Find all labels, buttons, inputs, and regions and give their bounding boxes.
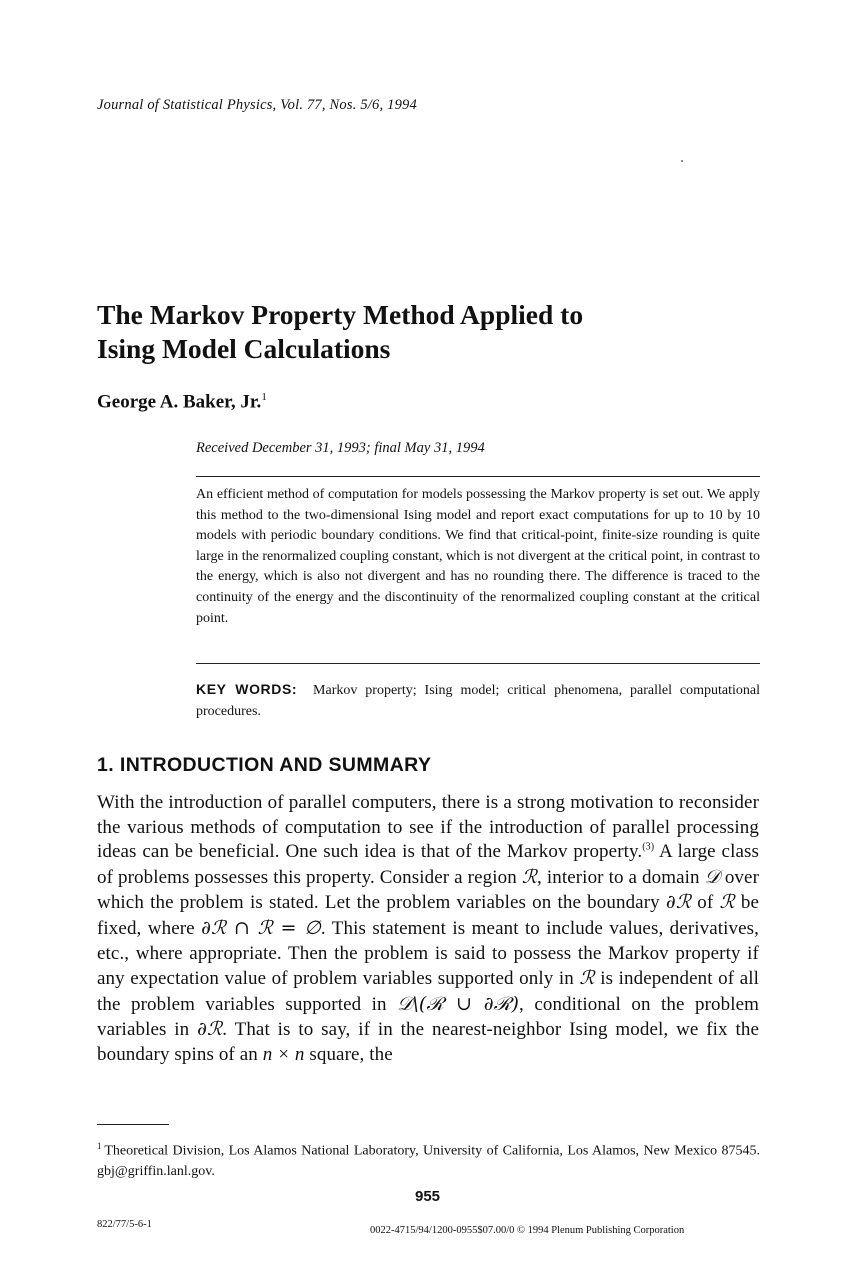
title-line-1: The Markov Property Method Applied to: [97, 299, 584, 330]
author-footnote-mark: 1: [261, 391, 267, 403]
text-run: , interior to a domain: [537, 866, 705, 888]
text-run: be fixed, where: [97, 892, 759, 939]
symbol-region: ℛ: [521, 865, 538, 888]
abstract-bottom-rule: [196, 663, 760, 664]
symbol-boundary: ∂ℛ: [665, 891, 692, 914]
scan-speck: [681, 160, 683, 162]
footnote: [97, 1136, 760, 1182]
text-run: square, the: [304, 1043, 393, 1065]
symbol-complement: 𝒟\(ℛ ∪ ∂ℛ): [397, 992, 520, 1015]
paper-title: [97, 298, 737, 366]
text-run: , conditional on the problem variables in: [97, 993, 759, 1041]
footnote-mark: 1: [97, 1141, 102, 1151]
author-name: [97, 391, 267, 413]
text-run: of: [691, 892, 720, 914]
text-run: With the introduction of parallel computers, there is a strong motivation to reconsider the various methods of computation to see if the introduction of parallel processing ideas can be beneficial. One such idea is that of the Markov property.: [97, 792, 759, 863]
abstract-top-rule: [196, 476, 760, 477]
symbol-region: ℛ: [719, 891, 735, 914]
title-line-2: Ising Model Calculations: [97, 333, 391, 364]
symbol-nxn: n × n: [262, 1043, 305, 1065]
text-run: A large class of problems possesses this property. Consider a region: [97, 841, 759, 888]
text-run: . This statement is meant to include values, derivatives, etc., where appropriate. Then the problem is said to possess the Markov property if any expectation value of problem variables supported only in: [97, 917, 759, 990]
text-run: . That is to say, if in the nearest-neighbor Ising model, we fix the boundary spins of an: [97, 1019, 759, 1065]
abstract: An efficient method of computation for models possessing the Markov property is set out. We apply this method to the two-dimensional Ising model and report exact computations for up to 10 by 10 models with periodic boundary conditions. We find that critical-point, finite-size rounding is quite large in the renormalized coupling constant, which is not divergent at the critical point, in contrast to the energy, which is also not divergent and has no rounding there. The difference is traced to the continuity of the energy and the discontinuity of the renormalized coupling constant at the critical point.: [196, 487, 760, 626]
received-date: Received December 31, 1993; final May 31, 1994: [196, 440, 485, 456]
body-paragraph: [97, 791, 759, 1068]
footer-code: 822/77/5-6-1: [97, 1219, 152, 1230]
symbol-region: ℛ: [579, 967, 595, 990]
citation: (3): [642, 841, 655, 853]
symbol-domain: 𝒟: [704, 865, 720, 888]
keywords-text: Markov property; Ising model; critical phenomena, parallel computational procedures.: [196, 683, 761, 719]
page-number: 955: [414, 1188, 441, 1205]
text-run: over which the problem is stated. Let the problem variables on the boundary: [97, 866, 759, 914]
intro-paragraph: [97, 791, 759, 1068]
section-heading: 1. INTRODUCTION AND SUMMARY: [97, 754, 432, 776]
footnote-rule: [97, 1124, 169, 1125]
keywords-label: KEY WORDS:: [196, 681, 298, 697]
symbol-boundary: ∂ℛ: [197, 1018, 223, 1041]
author-text: George A. Baker, Jr.: [97, 391, 262, 413]
symbol-intersection: ∂ℛ ∩ ℛ = ∅: [201, 916, 321, 939]
text-run: is independent of all the problem variables supported in: [97, 968, 759, 1015]
keywords: [196, 679, 760, 722]
footnote-text: Theoretical Division, Los Alamos National Laboratory, University of California, Los Alamos, New Mexico 87545. gbj@griffin.lanl.gov.: [97, 1143, 760, 1179]
footer-copyright: 0022-4715/94/1200-0955$07.00/0 © 1994 Plenum Publishing Corporation: [370, 1225, 685, 1236]
journal-citation: Journal of Statistical Physics, Vol. 77, Nos. 5/6, 1994: [97, 97, 417, 113]
